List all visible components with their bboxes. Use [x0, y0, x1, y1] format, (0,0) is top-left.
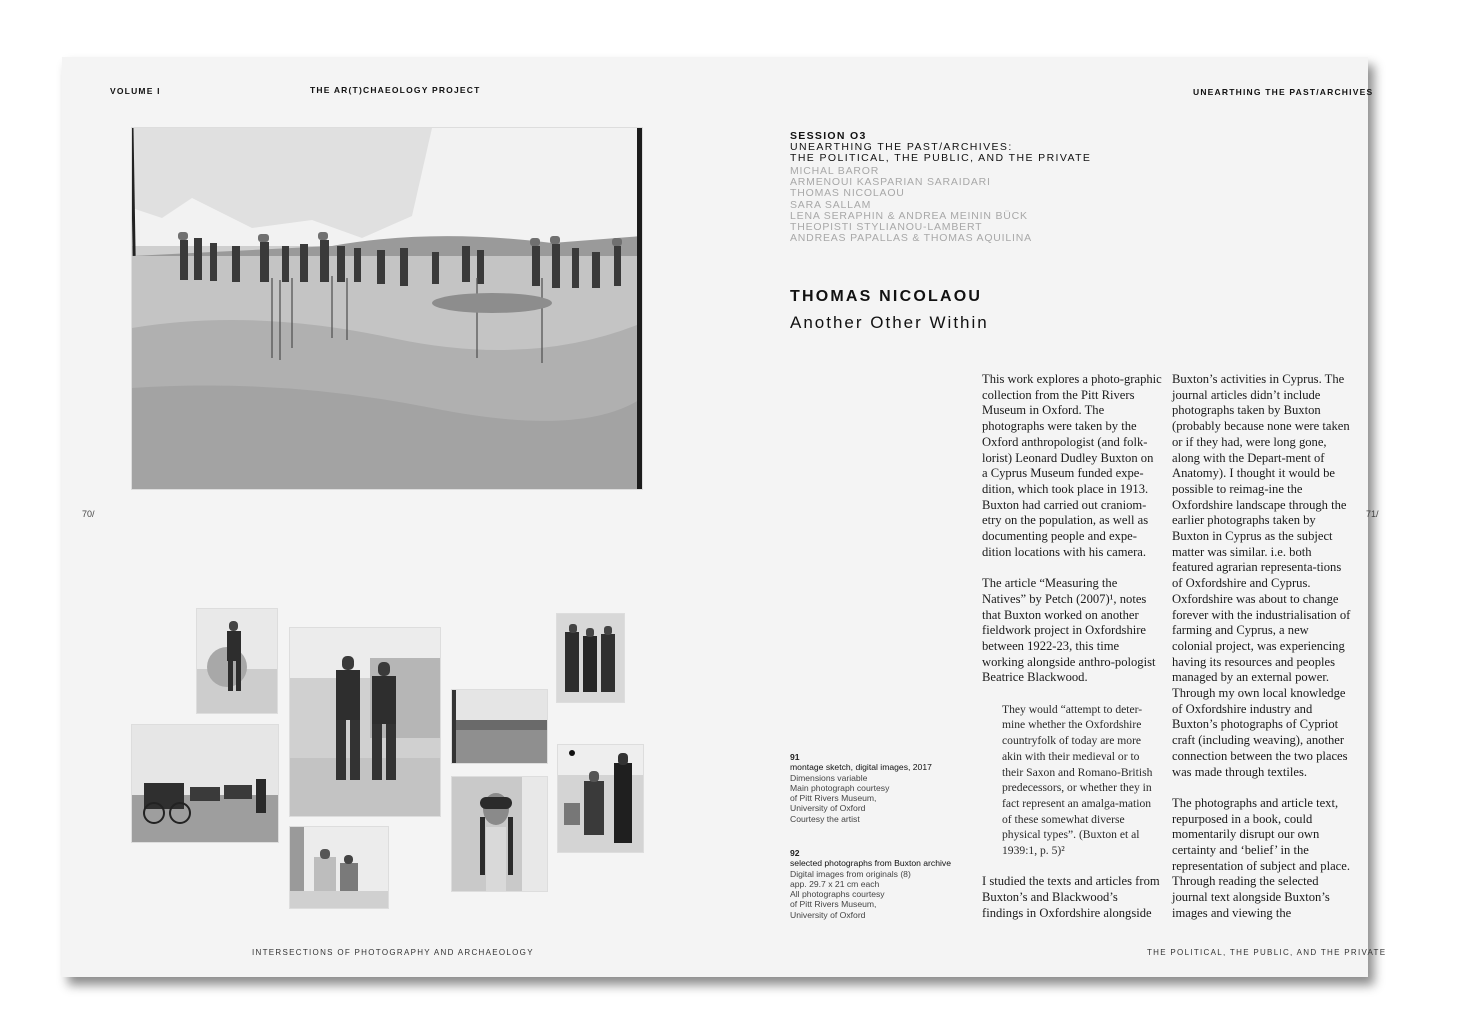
right-footer: THE POLITICAL, THE PUBLIC, AND THE PRIVATE [1147, 948, 1387, 957]
caption-line: Main photograph courtesy [790, 782, 890, 793]
caption-line: Courtesy the artist [790, 813, 860, 824]
two-men-image [290, 628, 440, 816]
participant-name: ARMENOUI KASPARIAN SARAIDARI [790, 176, 991, 189]
session-title-line1: UNEARTHING THE PAST/ARCHIVES: [790, 141, 1013, 153]
photo-priest-and-family [558, 745, 643, 852]
body-paragraph: Buxton’s activities in Cyprus. The journal articles didn’t include photographs taken by Buxton (probably because none were taken or if they had, were long gone, along with the Depart-ment of Anatomy). I thought it would be possible to reimag-ine the Oxfordshire landscape through the earlier photographs taken by Buxton in Cyprus as the subject matter was similar. i.e. both featured agrarian representa-tions of Oxfordshire and Cyprus. Oxfordshire was about to change forever with the industrialisation of farming and Cyprus, a new colonial project, was experiencing having its resources and peoples managed by an external power. Through my own local knowledge of Oxfordshire industry and Buxton’s photographs of Cypriot craft (including weaving), another connection between the two places was made through textiles. [1172, 372, 1351, 779]
left-header-project: THE AR(T)CHAEOLOGY PROJECT [310, 85, 481, 95]
block-quote: They would “attempt to deter-mine whether the Oxfordshire countryfolk of today are more akin with their medieval or to their Saxon and Romano-British predecessors, or whether they in fact represent an amalga-mation of these somewhat diverse physical types”. (Buxton et al 1939:1, p. 5)² [1002, 702, 1153, 858]
right-folio: 71/ [1366, 509, 1379, 519]
session-block [790, 131, 1091, 244]
caption-number: 92 [790, 848, 800, 858]
participant-name: THOMAS NICOLAOU [790, 187, 905, 200]
group-portrait-image [557, 614, 624, 702]
body-column-1 [982, 372, 1162, 937]
body-paragraph: The article “Measuring the Natives” by Petch (2007)¹, notes that Buxton worked on another fieldwork project in Oxfordshire between 1922-23, this time working alongside anthro-pologist Beatrice Blackwood. [982, 576, 1156, 685]
participant-name: MICHAL BAROR [790, 165, 880, 177]
caption-line: app. 29.7 x 21 cm each [790, 878, 880, 889]
session-title-line2: THE POLITICAL, THE PUBLIC, AND THE PRIVATE [790, 152, 1092, 164]
article-author: THOMAS NICOLAOU [790, 288, 983, 305]
body-column-2 [1172, 372, 1352, 937]
photo-two-men-standing [290, 628, 440, 816]
article-title: Another Other Within [790, 313, 989, 332]
caption-title: selected photographs from Buxton archive [790, 858, 951, 869]
right-header: UNEARTHING THE PAST/ARCHIVES [1193, 87, 1374, 97]
landscape-sea-image [452, 690, 547, 763]
left-header-volume: VOLUME I [110, 86, 161, 96]
caption-line: Digital images from originals (8) [790, 868, 911, 879]
photo-woman-braids [452, 777, 547, 891]
photo-group-portrait [557, 614, 624, 702]
main-excavation-photo [132, 128, 642, 489]
participant-name: LENA SERAPHIN & ANDREA MEININ BÜCK [790, 209, 1028, 222]
participant-name: THEOPISTI STYLIANOU-LAMBERT [790, 221, 983, 234]
photo-horse-carriage [132, 725, 278, 842]
body-paragraph: I studied the texts and articles from Buxton’s and Blackwood’s findings in Oxfordshire alongside [982, 874, 1160, 920]
caption-line: University of Oxford [790, 803, 866, 814]
caption-title: montage sketch, digital images, 2017 [790, 762, 932, 773]
excavation-scene-image [132, 128, 642, 489]
woman-braids-image [452, 777, 547, 891]
left-folio: 70/ [82, 509, 95, 519]
body-paragraph: This work explores a photo-graphic collection from the Pitt Rivers Museum in Oxford. The photographs were taken by the Oxford anthropologist (and folk-lorist) Leonard Dudley Buxton on a Cyprus Museum funded expe-dition, which took place in 1913. Buxton had carried out craniom-etry on the population, as well as documenting people and expe-dition locations with his camera. [982, 372, 1162, 559]
boy-with-drum-image [197, 609, 277, 713]
participant-list [790, 166, 1091, 244]
caption-line: All photographs courtesy [790, 889, 885, 900]
caption-line: University of Oxford [790, 909, 866, 920]
women-seated-image [290, 827, 388, 908]
left-footer: INTERSECTIONS OF PHOTOGRAPHY AND ARCHAEOLOGY [252, 948, 534, 957]
priest-family-image [558, 745, 643, 852]
participant-name: SARA SALLAM [790, 198, 872, 211]
caption-91 [790, 752, 980, 824]
caption-line: Dimensions variable [790, 772, 868, 783]
caption-line: of Pitt Rivers Museum, [790, 899, 877, 910]
caption-line: of Pitt Rivers Museum, [790, 793, 877, 804]
photo-landscape-sea [452, 690, 547, 763]
photo-women-seated [290, 827, 388, 908]
body-paragraph: The photographs and article text, repurposed in a book, could momentarily disrupt our own certainty and ‘belief’ in the representation of subject and place. Through reading the selected journal text alongside Buxton’s images and viewing the [1172, 795, 1350, 920]
photo-boy-with-drum [197, 609, 277, 713]
horse-carriage-image [132, 725, 278, 842]
participant-name: ANDREAS PAPALLAS & THOMAS AQUILINA [790, 232, 1032, 245]
caption-92 [790, 848, 980, 920]
session-label: SESSION O3 [790, 130, 867, 142]
caption-number: 91 [790, 752, 800, 762]
